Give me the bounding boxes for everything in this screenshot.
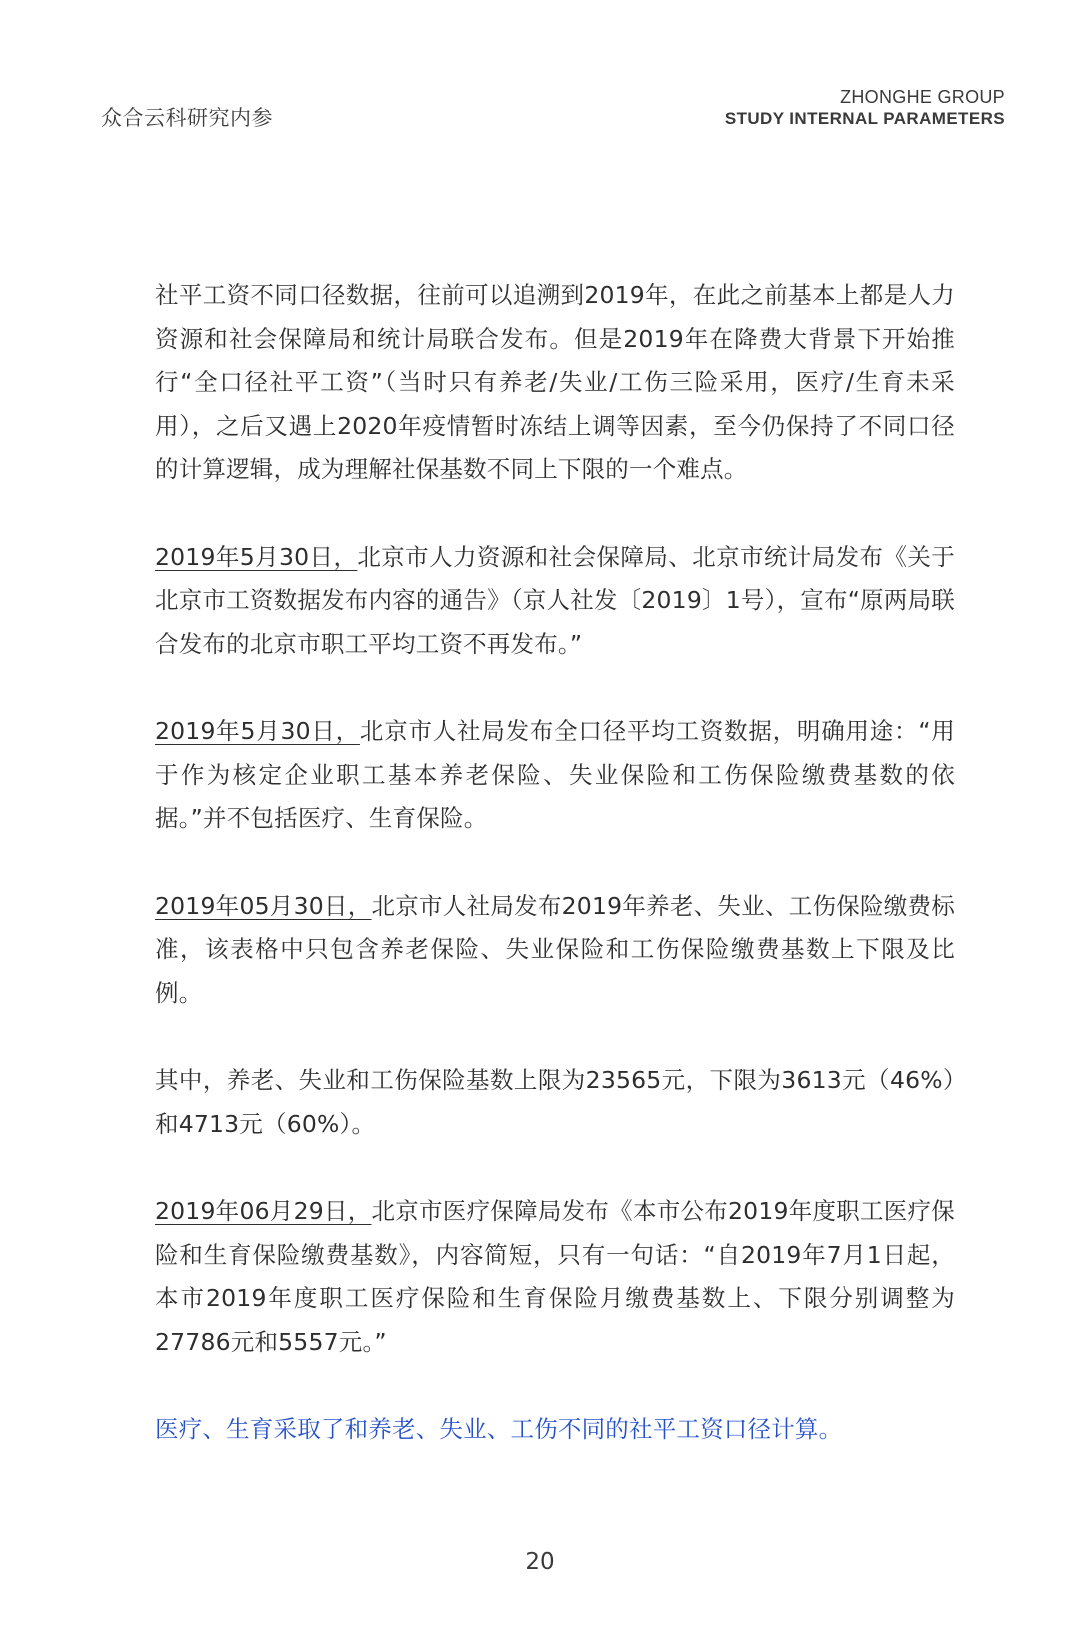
article-body <box>155 274 955 1496</box>
paragraph-text: 北京市人力资源和社会保障局、北京市统计局发布《关于北京市工资数据发布内容的通告》（京人社发〔2019〕1号），宣布“原两局联合发布的北京市职工平均工资不再发布。” <box>155 542 955 658</box>
paragraph-text: 北京市医疗保障局发布《本市公布2019年度职工医疗保险和生育保险缴费基数》，内容简短，只有一句话：“自2019年7月1日起，本市2019年度职工医疗保险和生育保险月缴费基数上、下限分别调整为27786元和5557元。” <box>155 1197 955 1356</box>
page-number: 20 <box>525 1549 555 1575</box>
paragraph-5: 其中，养老、失业和工伤保险基数上限为23565元，下限为3613元（46%）和4713元（60%）。 <box>155 1066 955 1138</box>
date-label: 2019年5月30日， <box>155 717 360 745</box>
paragraph-intro: 社平工资不同口径数据，往前可以追溯到2019年，在此之前基本上都是人力资源和社会保障局和统计局联合发布。但是2019年在降费大背景下开始推行“全口径社平工资”（当时只有养老/失业/工伤三险采用，医疗/生育未采用），之后又遇上2020年疫情暂时冻结上调等因素，至今仍保持了不同口径的计算逻辑，成为理解社保基数不同上下限的一个难点。 <box>155 281 955 483</box>
date-label: 2019年05月30日， <box>155 891 372 920</box>
paragraph-text: 北京市人社局发布全口径平均工资数据，明确用途：“用于作为核定企业职工基本养老保险、失业保险和工伤保险缴费基数的依据。”并不包括医疗、生育保险。 <box>155 717 955 832</box>
header-title: 众合云科研究内参 <box>101 106 273 130</box>
date-label: 2019年5月30日， <box>155 542 358 571</box>
paragraph-text: 北京市人社局发布2019年养老、失业、工伤保险缴费标准，该表格中只包含养老保险、失业保险和工伤保险缴费基数上下限及比例。 <box>155 891 955 1007</box>
date-label: 2019年06月29日， <box>155 1197 372 1225</box>
paragraph-4 <box>155 885 955 1016</box>
paragraph-3 <box>155 710 955 841</box>
paragraph-2 <box>155 536 955 667</box>
header-brand <box>725 86 1005 130</box>
brand-line-2: STUDY INTERNAL PARAMETERS <box>724 109 1005 128</box>
brand-line-1: ZHONGHE GROUP <box>840 87 1005 107</box>
paragraph-6 <box>155 1190 955 1364</box>
paragraph-conclusion: 医疗、生育采取了和养老、失业、工伤不同的社平工资口径计算。 <box>155 1415 843 1443</box>
